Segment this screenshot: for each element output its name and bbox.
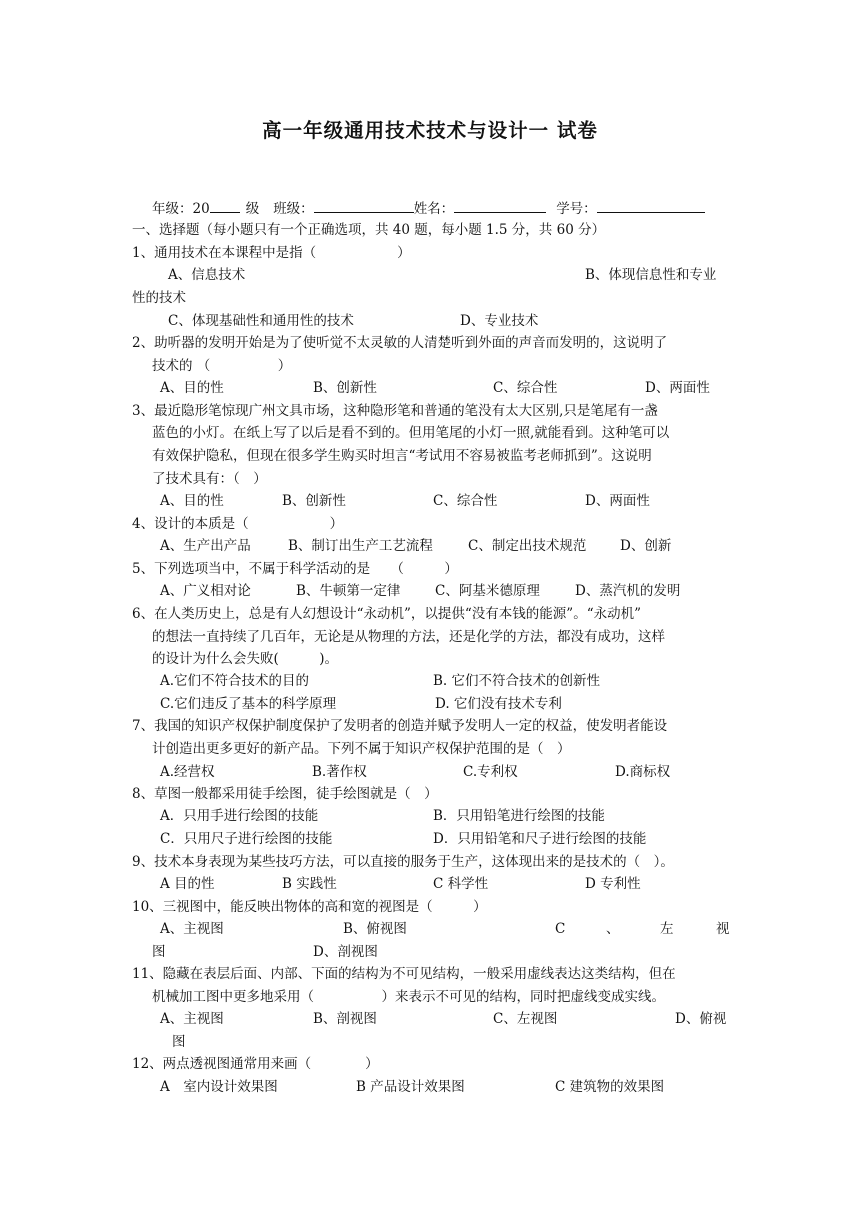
question-11-stem-line2: 机械加工图中更多地采用（ ）来表示不可见的结构，同时把虚线变成实线。 bbox=[152, 989, 665, 1005]
question-1-stem: 1、通用技术在本课程中是指（ ） bbox=[132, 245, 411, 261]
q11-option-b: B、剖视图 bbox=[313, 1011, 377, 1027]
q10-option-c-left: 左 bbox=[660, 921, 674, 937]
q2-option-d: D、两面性 bbox=[645, 380, 710, 396]
question-6-stem-line2: 的想法一直持续了几百年，无论是从物理的方法，还是化学的方法，都没有成功，这样 bbox=[152, 629, 665, 645]
q6-option-c: C.它们违反了基本的科学原理 bbox=[160, 696, 337, 712]
q3-option-b: B、创新性 bbox=[282, 493, 346, 509]
q1-option-d: D、专业技术 bbox=[460, 313, 539, 329]
student-info-line bbox=[152, 198, 705, 218]
q4-option-d: D、创新 bbox=[620, 538, 672, 554]
question-12-stem: 12、两点透视图通常用来画（ ） bbox=[132, 1056, 379, 1072]
question-8-stem: 8、草图一般都采用徒手绘图，徒手绘图就是（ ） bbox=[132, 786, 438, 802]
q11-option-d: D、俯视 bbox=[675, 1011, 727, 1027]
question-7-stem: 7、我国的知识产权保护制度保护了发明者的创造并赋予发明人一定的权益，使发明者能设 bbox=[132, 718, 668, 734]
q3-option-c: C、综合性 bbox=[433, 493, 498, 509]
q11-option-c: C、左视图 bbox=[493, 1011, 558, 1027]
q11-option-a: A、主视图 bbox=[160, 1011, 224, 1027]
q9-option-d: D 专利性 bbox=[585, 876, 641, 892]
q1-option-b-continued: 性的技术 bbox=[132, 290, 186, 306]
q8-option-b: B．只用铅笔进行绘图的技能 bbox=[433, 808, 605, 824]
q5-option-b: B、牛顿第一定律 bbox=[296, 583, 401, 599]
q12-option-b: B 产品设计效果图 bbox=[356, 1079, 465, 1095]
class-blank[interactable] bbox=[314, 198, 414, 213]
q2-option-a: A、目的性 bbox=[160, 380, 224, 396]
q8-option-c: C．只用尺子进行绘图的技能 bbox=[160, 831, 333, 847]
question-2-stem: 2、助听器的发明开始是为了使听觉不太灵敏的人清楚听到外面的声音而发明的，这说明了 bbox=[132, 335, 668, 351]
section-heading: 一、选择题（每小题只有一个正确选项，共 40 题，每小题 1.5 分，共 60 分） bbox=[132, 222, 606, 238]
q8-option-a: A．只用手进行绘图的技能 bbox=[160, 808, 319, 824]
q3-option-a: A、目的性 bbox=[160, 493, 224, 509]
q7-option-d: D.商标权 bbox=[615, 764, 671, 780]
q7-option-b: B.著作权 bbox=[312, 764, 367, 780]
q10-option-c-wrap: 图 bbox=[152, 944, 166, 960]
name-blank[interactable] bbox=[454, 198, 546, 213]
q7-option-a: A.经营权 bbox=[160, 764, 215, 780]
q2-option-c: C、综合性 bbox=[493, 380, 558, 396]
q10-option-c-view: 视 bbox=[716, 921, 730, 937]
question-2-stem-line2: 技术的 （ ） bbox=[152, 358, 292, 374]
grade-blank[interactable] bbox=[210, 198, 240, 213]
question-6-stem: 6、在人类历史上，总是有人幻想设计“永动机”，以提供“没有本钱的能源”。“永动机” bbox=[132, 606, 641, 622]
q12-option-a: A 室内设计效果图 bbox=[160, 1079, 278, 1095]
question-10-stem: 10、三视图中，能反映出物体的高和宽的视图是（ ） bbox=[132, 899, 487, 915]
q1-option-b: B、体现信息性和专业 bbox=[585, 267, 717, 283]
question-4-stem: 4、设计的本质是（ ） bbox=[132, 516, 344, 532]
question-3-stem-line4: 了技术具有：（ ） bbox=[152, 471, 267, 487]
q5-option-d: D、蒸汽机的发明 bbox=[575, 583, 681, 599]
q9-option-c: C 科学性 bbox=[433, 876, 489, 892]
q2-option-b: B、创新性 bbox=[313, 380, 377, 396]
page-title: 高一年级通用技术技术与设计一 试卷 bbox=[262, 119, 598, 142]
q9-option-a: A 目的性 bbox=[160, 876, 215, 892]
question-3-stem: 3、最近隐形笔惊现广州文具市场，这种隐形笔和普通的笔没有太大区别,只是笔尾有一盏 bbox=[132, 403, 658, 419]
name-label: 姓名： bbox=[413, 201, 455, 217]
class-label: 班级： bbox=[273, 201, 314, 217]
question-7-stem-line2: 计创造出更多更好的新产品。下列不属于知识产权保护范围的是（ ） bbox=[152, 741, 571, 757]
q7-option-c: C.专利权 bbox=[463, 764, 518, 780]
q6-option-d: D. 它们没有技术专利 bbox=[435, 696, 562, 712]
q10-option-d: D、剖视图 bbox=[313, 944, 378, 960]
q12-option-c: C 建筑物的效果图 bbox=[555, 1079, 665, 1095]
question-11-stem: 11、隐藏在表层后面、内部、下面的结构为不可见结构，一般采用虚线表达这类结构，但在 bbox=[132, 966, 676, 982]
question-3-stem-line3: 有效保护隐私，但现在很多学生购买时坦言“考试用不容易被监考老师抓到”。这说明 bbox=[152, 448, 652, 464]
q4-option-a: A、生产出产品 bbox=[160, 538, 251, 554]
id-blank[interactable] bbox=[597, 198, 705, 213]
q4-option-b: B、制订出生产工艺流程 bbox=[288, 538, 433, 554]
grade-label: 年级：20 bbox=[152, 201, 210, 217]
question-9-stem: 9、技术本身表现为某些技巧方法，可以直接的服务于生产，这体现出来的是技术的（ ）。 bbox=[132, 854, 674, 870]
id-label: 学号： bbox=[556, 201, 597, 217]
question-6-stem-line3: 的设计为什么会失败( )。 bbox=[152, 651, 339, 667]
q6-option-a: A.它们不符合技术的目的 bbox=[160, 673, 310, 689]
q1-option-c: C、体现基础性和通用性的技术 bbox=[168, 313, 354, 329]
q10-option-a: A、主视图 bbox=[160, 921, 224, 937]
grade-suffix: 级 bbox=[245, 201, 260, 217]
q8-option-d: D．只用铅笔和尺子进行绘图的技能 bbox=[433, 831, 647, 847]
q5-option-c: C、阿基米德原理 bbox=[435, 583, 540, 599]
q4-option-c: C、制定出技术规范 bbox=[468, 538, 587, 554]
q5-option-a: A、广义相对论 bbox=[160, 583, 251, 599]
question-3-stem-line2: 蓝色的小灯。在纸上写了以后是看不到的。但用笔尾的小灯一照,就能看到。这种笔可以 bbox=[152, 425, 670, 441]
q11-option-d-wrap: 图 bbox=[172, 1034, 186, 1050]
q6-option-b: B. 它们不符合技术的创新性 bbox=[433, 673, 601, 689]
q10-option-b: B、俯视图 bbox=[343, 921, 407, 937]
q9-option-b: B 实践性 bbox=[282, 876, 337, 892]
question-5-stem: 5、下列选项当中，不属于科学活动的是 （ ） bbox=[132, 561, 458, 577]
q10-option-c-comma: 、 bbox=[606, 921, 620, 937]
q1-option-a: A、信息技术 bbox=[168, 267, 246, 283]
q3-option-d: D、两面性 bbox=[585, 493, 650, 509]
q10-option-c-letter: C bbox=[555, 921, 566, 937]
